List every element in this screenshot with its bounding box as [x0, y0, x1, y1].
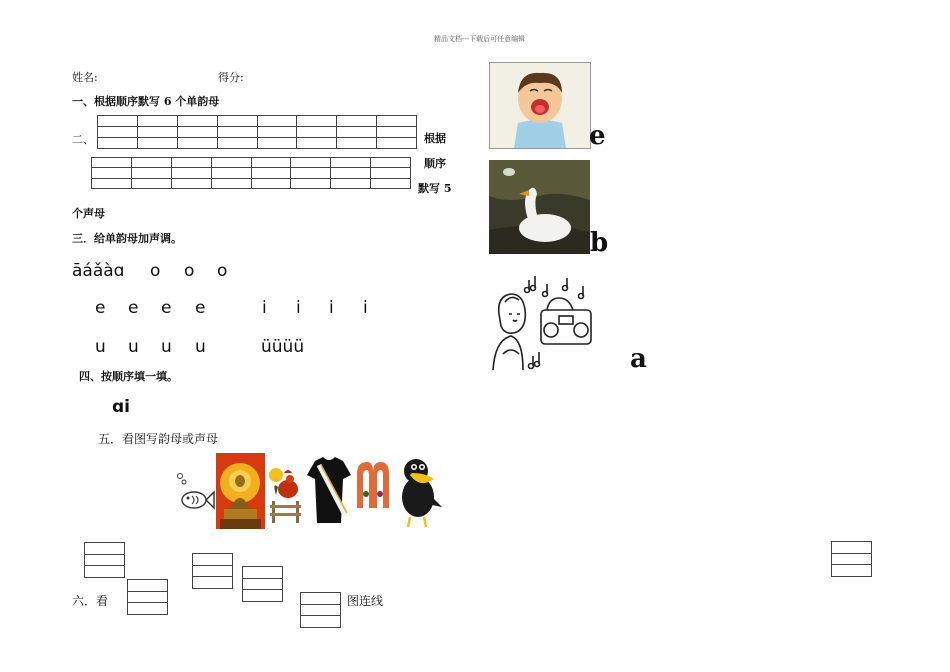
name-label: 姓名: [72, 71, 98, 84]
section2-side-2: 顺序 [424, 157, 446, 170]
crow-icon [396, 455, 444, 529]
answer-box[interactable] [84, 542, 125, 578]
shirt-icon [305, 455, 353, 527]
letter-e: e [589, 121, 606, 151]
tone-row-u4: u [195, 337, 206, 357]
tone-row-e4: e [195, 298, 206, 318]
answer-box[interactable] [831, 541, 872, 577]
tone-row-e2: e [128, 298, 139, 318]
tone-row-u2: u [128, 337, 139, 357]
section2-side-1: 根据 [424, 132, 446, 145]
goose-icon [489, 160, 590, 254]
tone-row-v: üüüü [261, 337, 305, 357]
boy-singing-icon [489, 62, 591, 149]
writing-grid-1[interactable] [97, 115, 417, 149]
answer-box[interactable] [192, 553, 233, 589]
letter-a: a [630, 344, 647, 374]
tone-row-e3: e [161, 298, 172, 318]
tone-row-i4: i [363, 298, 368, 318]
tone-row-o2: o [184, 261, 195, 281]
letter-b: b [590, 228, 609, 258]
header-note: 精品文档---下载后可任意编辑 [434, 35, 526, 43]
writing-grid-2[interactable] [91, 157, 411, 189]
section4-hint: ɑi [112, 397, 130, 417]
section3-title: 三．给单韵母加声调。 [72, 232, 182, 245]
answer-box[interactable] [242, 566, 283, 602]
section2-prefix: 二、 [72, 133, 94, 146]
section6-suffix: 图连线 [347, 594, 384, 608]
tone-row-i1: i [262, 298, 267, 318]
score-label: 得分: [218, 71, 244, 84]
buddha-icon [216, 453, 265, 529]
answer-box[interactable] [127, 579, 168, 615]
tone-row-u1: u [95, 337, 106, 357]
section6-prefix: 六．看 [72, 594, 109, 608]
rooster-icon [268, 461, 303, 526]
section5-title: 五．看图写韵母或声母 [98, 432, 219, 446]
tone-row-o1: o [150, 261, 161, 281]
section2-side-3: 默写 5 [418, 182, 452, 195]
tone-row-i2: i [296, 298, 301, 318]
arch-icon [355, 458, 391, 510]
section2-tail: 个声母 [72, 207, 105, 220]
radio-boy-icon [489, 270, 596, 375]
tone-row-a: āáǎàɑ [72, 261, 125, 281]
tone-row-o3: o [217, 261, 228, 281]
fish-icon [172, 470, 216, 518]
section4-title: 四、按顺序填一填。 [79, 370, 178, 383]
answer-box[interactable] [300, 592, 341, 628]
tone-row-e1: e [95, 298, 106, 318]
tone-row-u3: u [161, 337, 172, 357]
tone-row-i3: i [329, 298, 334, 318]
section1-title: 一、根据顺序默写 6 个单韵母 [72, 95, 220, 108]
